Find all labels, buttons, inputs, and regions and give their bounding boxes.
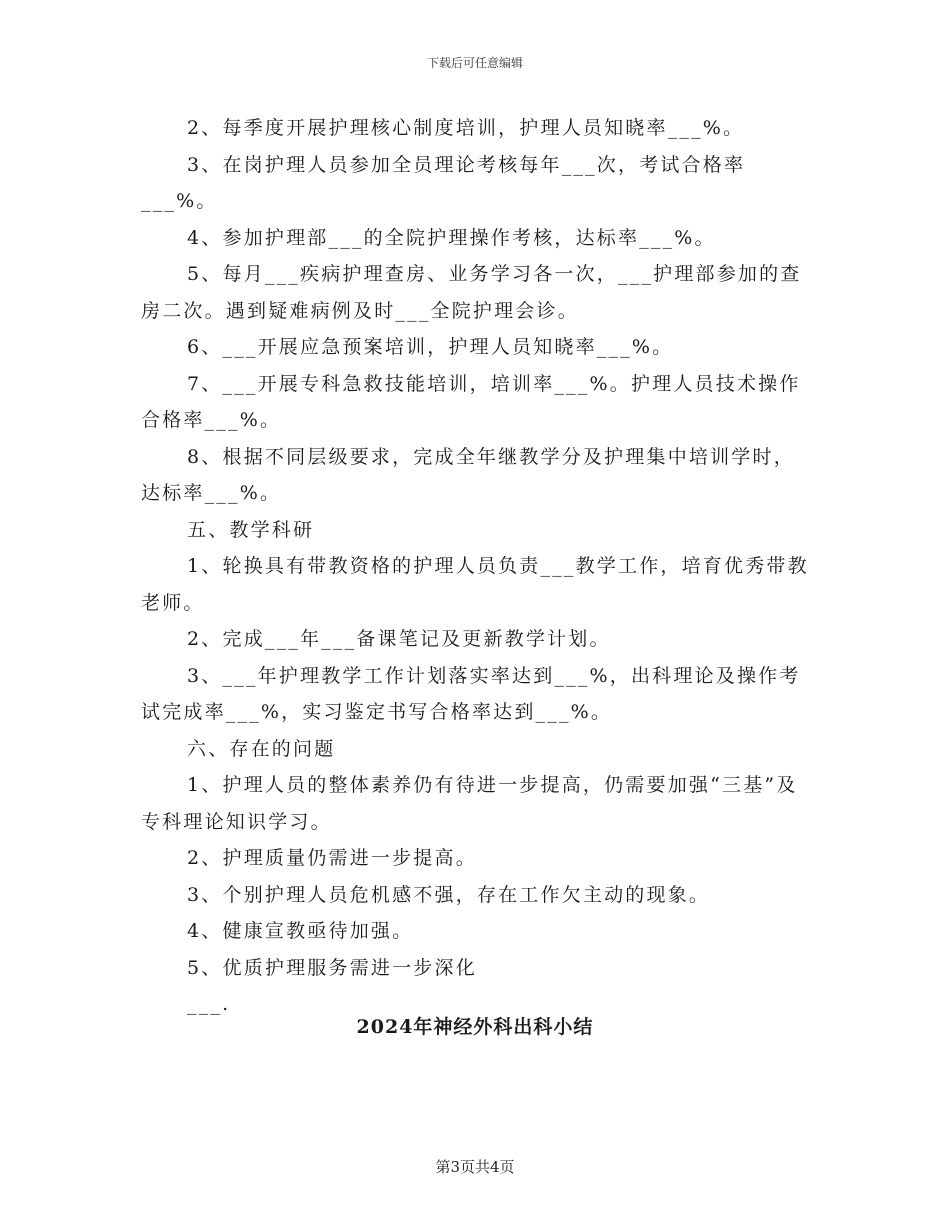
paragraph: 1、轮换具有带教资格的护理人员负责___教学工作，培育优秀带教老师。 bbox=[141, 555, 809, 614]
section-heading: 六、存在的问题 bbox=[187, 737, 336, 760]
section-heading: 五、教学科研 bbox=[187, 518, 315, 541]
paragraph: 5、优质护理服务需进一步深化 bbox=[187, 956, 477, 979]
paragraph: 5、每月___疾病护理查房、业务学习各一次，___护理部参加的查房二次。遇到疑难病例及时___全院护理会诊。 bbox=[141, 263, 802, 322]
paragraph: 7、___开展专科急救技能培训，培训率___%。护理人员技术操作合格率___%。 bbox=[141, 372, 801, 431]
paragraph: 4、健康宣教亟待加强。 bbox=[187, 920, 414, 942]
paragraph: 3、在岗护理人员参加全员理论考核每年___次，考试合格率___%。 bbox=[141, 153, 746, 212]
paragraph: 8、根据不同层级要求，完成全年继教学分及护理集中培训学时，达标率___%。 bbox=[141, 445, 795, 504]
document-body bbox=[141, 110, 809, 1023]
page-footer: 第3页共4页 bbox=[435, 1158, 515, 1176]
section-title: 2024年神经外科出科小结 bbox=[356, 1016, 594, 1038]
paragraph: 1、护理人员的整体素养仍有待进一步提高，仍需要加强“三基”及专科理论知识学习。 bbox=[141, 774, 798, 833]
paragraph: 3、___年护理教学工作计划落实率达到___%，出科理论及操作考试完成率___%，实习鉴定书写合格率达到___%。 bbox=[141, 664, 801, 723]
paragraph: 4、参加护理部___的全院护理操作考核，达标率___%。 bbox=[187, 226, 716, 249]
paragraph: 2、每季度开展护理核心制度培训，护理人员知晓率___%。 bbox=[187, 117, 745, 139]
page-header: 下载后可任意编辑 bbox=[426, 56, 523, 70]
paragraph: 2、护理质量仍需进一步提高。 bbox=[187, 847, 477, 869]
paragraph: 6、___开展应急预案培训，护理人员知晓率___%。 bbox=[187, 336, 674, 358]
paragraph: 3、个别护理人员危机感不强，存在工作欠主动的现象。 bbox=[187, 883, 711, 906]
paragraph: ___. bbox=[187, 993, 231, 1015]
paragraph: 2、完成___年___备课笔记及更新教学计划。 bbox=[187, 628, 611, 650]
